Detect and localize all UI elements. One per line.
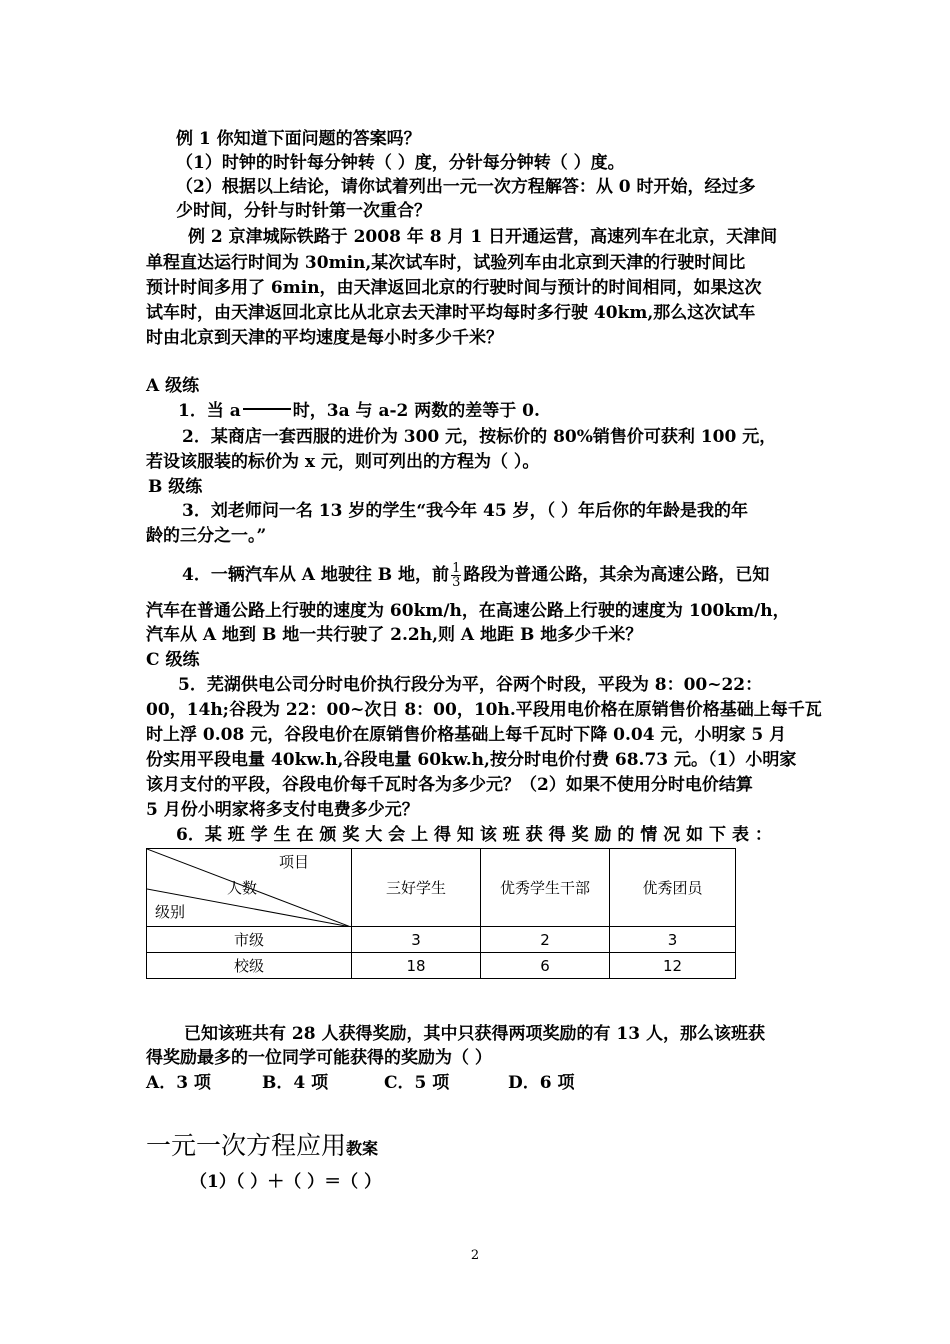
table-cell: 18 [352,953,481,979]
header-level: 级别 [155,903,186,921]
header-count: 人数 [227,879,258,897]
answer-blank [243,408,291,410]
level-b-problem-3-line-2: 龄的三分之一。” [146,526,267,546]
example-2-line-4: 试车时，由天津返回北京比从北京去天津时平均每时多行驶 40km,那么这次试车 [146,303,756,323]
header-item: 项目 [279,853,310,871]
table-cell: 3 [352,927,481,953]
row-level: 市级 [147,927,352,953]
level-a-label: A 级练 [146,376,200,396]
page-number: 2 [470,1248,480,1263]
section-heading [146,1130,378,1165]
level-c-label: C 级练 [146,650,200,670]
fraction-one-third [451,562,461,589]
fraction-denominator: 3 [452,575,461,590]
example-1-question-2-line-2: 少时间，分针与时针第一次重合？ [176,201,431,221]
problem-6-statement-line-2: 得奖励最多的一位同学可能获得的奖励为（ ） [146,1048,492,1068]
problem-1-prefix: 1．当 a [178,401,241,421]
example-1-question-2-line-1: （2）根据以上结论，请你试着列出一元一次方程解答：从 0 时开始，经过多 [176,177,756,197]
table-cell: 3 [610,927,736,953]
problem-4-suffix: 路段为普通公路，其余为高速公路，已知 [463,565,770,585]
level-c-problem-6-line-1: 6．某 班 学 生 在 颁 奖 大 会 上 得 知 该 班 获 得 奖 励 的 情 况 如 下 表 ： [176,825,772,845]
equation-line: （1）（ ）＋（ ）＝（ ） [190,1172,382,1192]
problem-1-suffix: 时，3a 与 a-2 两数的差等于 0. [292,401,540,421]
example-1-title: 例 1 你知道下面问题的答案吗？ [176,129,421,149]
level-c-problem-5-line-5: 该月支付的平段，谷段电价每千瓦时各为多少元？（2）如果不使用分时电价结算 [146,775,753,795]
level-b-label: B 级练 [148,477,203,497]
level-b-problem-4-line-3: 汽车从 A 地到 B 地一共行驶了 2.2h,则 A 地距 B 地多少千米？ [146,625,643,645]
column-header: 优秀学生干部 [481,849,610,927]
column-header: 三好学生 [352,849,481,927]
table-row [147,927,736,953]
problem-4-prefix: 4．一辆汽车从 A 地驶往 B 地，前 [182,565,450,585]
table-row [147,953,736,979]
table-cell: 2 [481,927,610,953]
example-2-line-2: 单程直达运行时间为 30min,某次试车时，试验列车由北京到天津的行驶时间比 [146,253,746,273]
example-2-line-3: 预计时间多用了 6min，由天津返回北京的行驶时间与预计的时间相同，如果这次 [146,278,762,298]
example-1-question-1: （1）时钟的时针每分钟转（ ）度，分针每分钟转（ ）度。 [176,153,625,173]
fraction-numerator: 1 [452,561,461,576]
level-a-problem-2-line-2: 若设该服装的标价为 x 元，则可列出的方程为（ ）。 [146,452,540,472]
row-level: 校级 [147,953,352,979]
level-c-problem-5-line-1: 5．芜湖供电公司分时电价执行段分为平，谷两个时段，平段为 8：00~22： [178,675,763,695]
level-c-problem-5-line-4: 份实用平段电量 40kw.h,谷段电量 60kw.h,按分时电价付费 68.73 元。（1）小明家 [146,750,797,770]
level-c-problem-5-line-3: 时上浮 0.08 元，谷段电价在原销售价格基础上每千瓦时下降 0.04 元，小明家 5 月 [146,725,787,745]
level-c-problem-5-line-2: 00，14h;谷段为 22：00~次日 8：00，10h.平段用电价格在原销售价格基础上每千瓦 [146,700,822,720]
level-b-problem-4-line-1 [182,562,769,589]
level-c-problem-5-line-6: 5 月份小明家将多支付电费多少元？ [146,800,419,820]
level-a-problem-2-line-1: 2．某商店一套西服的进价为 300 元，按标价的 80%销售价可获利 100 元， [182,427,777,447]
option-b: B．4 项 [262,1073,329,1093]
table-cell: 6 [481,953,610,979]
option-a: A．3 项 [146,1073,211,1093]
option-d: D．6 项 [508,1073,575,1093]
heading-suffix: 教案 [346,1139,379,1158]
table-cell: 12 [610,953,736,979]
example-2-line-1: 例 2 京津城际铁路于 2008 年 8 月 1 日开通运营，高速列车在北京，天津间 [188,227,778,247]
table-header-row [147,849,736,927]
level-a-problem-1 [178,400,540,422]
example-2-line-5: 时由北京到天津的平均速度是每小时多少千米？ [146,328,503,348]
heading-main: 一元一次方程应用 [146,1131,347,1160]
diagonal-header-cell [147,849,352,927]
problem-6-statement-line-1: 已知该班共有 28 人获得奖励，其中只获得两项奖励的有 13 人，那么该班获 [184,1024,765,1044]
option-c: C．5 项 [384,1073,450,1093]
column-header: 优秀团员 [610,849,736,927]
award-table [146,848,736,979]
level-b-problem-3-line-1: 3．刘老师问一名 13 岁的学生“我今年 45 岁，（ ）年后你的年龄是我的年 [182,501,749,521]
level-b-problem-4-line-2: 汽车在普通公路上行驶的速度为 60km/h，在高速公路上行驶的速度为 100km/h， [146,601,790,621]
